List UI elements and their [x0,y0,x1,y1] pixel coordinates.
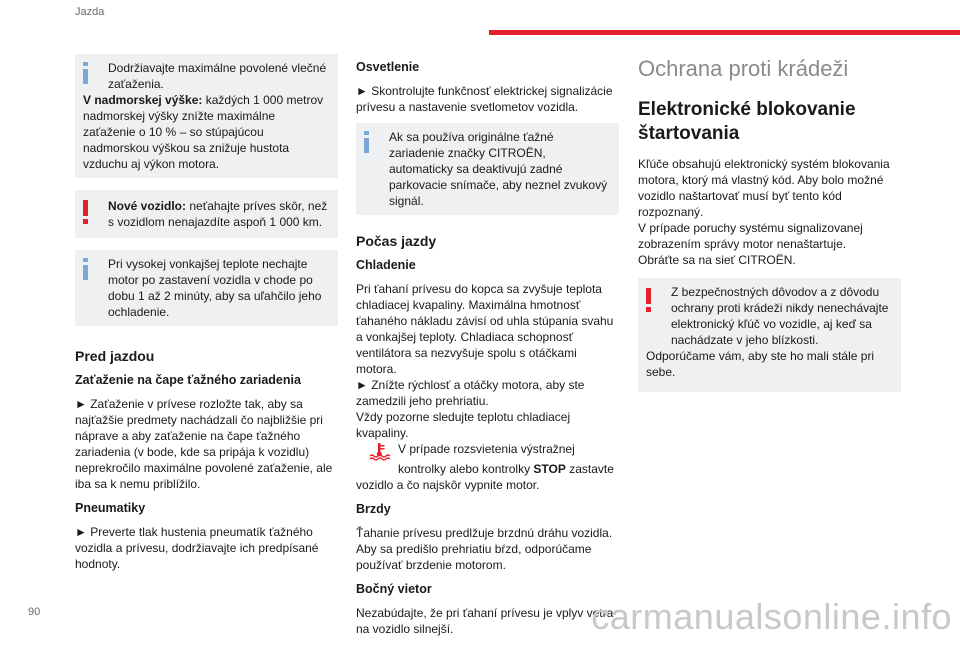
new-vehicle-body: neťahajte príves skôr, než s vozidlom nenajazdíte aspoň 1 000 km. [108,199,328,229]
subheading-cooling: Chladenie [356,258,416,272]
info-box-towing-limits [75,54,338,178]
towbar-rest: zariadenie značky CITROËN, automaticky sa deaktivujú zadné parkovacie snímače, aby neznel zvukový signál. [389,146,608,208]
warning-box-new-vehicle [75,190,338,238]
coolant-warning-text1: V prípade rozsvietenia výstražnej [398,442,575,456]
coolant-warning [356,441,619,493]
crosswind-text: Nezabúdajte, že pri ťahaní prívesu je vplyv vetra na vozidlo silnejší. [356,606,614,636]
subheading-tyres: Pneumatiky [75,501,146,515]
section-heading-before-driving: Pred jazdou [75,348,155,364]
info-box-altitude [83,92,330,172]
column-right [638,56,901,404]
stop-label: STOP [533,462,566,476]
altitude-label: V nadmorskej výške: [83,93,203,107]
tyres-text: ► Preverte tlak hustenia pneumatík ťažného vozidla a prívesu, dodržiavajte ich predpísané hodnoty. [75,525,319,571]
cooling-text-3: Vždy pozorne sledujte teplotu chladiacej kvapaliny. [356,410,571,440]
immobiliser-text-2: V prípade poruchy systému signalizovanej zobrazením správy motor nenaštartuje. [638,221,863,251]
cooling-text-2: ► Znížte rýchlosť a otáčky motora, aby ste zamedzili jeho prehriatiu. [356,378,585,408]
temperature-line: Pri vysokej vonkajšej teplote nechajte [108,257,308,271]
coolant-warning-text2b: zastavte [565,462,614,476]
column-left [75,54,338,580]
info-box-towbar [356,123,619,215]
page-title-anti-theft: Ochrana proti krádeži [638,56,849,81]
info-box-line: Dodržiavajte maximálne povolené vlečné [108,61,327,75]
info-box-line: zaťaženia. [108,77,164,91]
warning-box-electronic-key [638,278,901,392]
brakes-text: Ťahanie prívesu predlžuje brzdnú dráhu vozidla. Aby sa predišlo prehriatiu bŕzd, odporúčame používať brzdenie motorom. [356,526,613,572]
subheading-lighting: Osvetlenie [356,60,420,74]
header-section-title: Jazda [75,6,105,18]
column-middle [356,59,619,645]
tow-ball-load-text: ► Zaťaženie v prívese rozložte tak, aby sa najťažšie predmety nachádzali čo najbližšie pri náprave a aby zaťaženie na čape ťažného zariadenia (v bode, kde sa pripája k vozidlu) neprekročilo maximálne povolené zaťaženie, ale iba sa k nemu priblížilo. [75,397,333,491]
lighting-text: ► Skontrolujte funkčnosť elektrickej signalizácie prívesu a nastavenie svetlometov vozidla. [356,84,613,114]
info-box-high-temperature [75,250,338,326]
coolant-warning-text2a: kontrolky alebo kontrolky [398,462,534,476]
towbar-line: Ak sa používa originálne ťažné [389,130,554,144]
coolant-warning-line3: vozidlo a čo najskôr vypnite motor. [356,478,540,492]
subheading-tow-ball-load: Zaťaženie na čape ťažného zariadenia [75,373,301,387]
temperature-rest: motor po zastavení vozidla v chode po dobu 1 až 2 minúty, aby sa uľahčilo jeho ochladenie. [108,273,322,319]
subheading-crosswind: Bočný vietor [356,582,432,596]
key-warning-rest: ochrany proti krádeži nikdy nenechávajte elektronický kľúč vo vozidle, aj keď sa nachádzate v jeho blízkosti. [671,301,889,347]
key-warning-last: Odporúčame vám, aby ste ho mali stále pri sebe. [646,349,875,379]
coolant-temperature-icon [368,441,390,461]
section-heading-during-driving: Počas jazdy [356,233,437,249]
subheading-brakes: Brzdy [356,502,391,516]
immobiliser-text: Kľúče obsahujú elektronický systém blokovania motora, ktorý má vlastný kód. Aby bolo možné vozidlo naštartovať musí byť tento kód rozpoznaný. [638,157,890,219]
section-title-immobiliser: Elektronické blokovanie štartovania [638,99,856,144]
cooling-text: Pri ťahaní prívesu do kopca sa zvyšuje teplota chladiacej kvapaliny. Maximálna hmotnosť ťahaného nákladu závisí od uhla stúpania svahu a vonkajšej teploty. Chladiaca schopnosť ventilátora sa nezvyšuje spolu s otáčkami motora. [356,282,614,376]
header-accent-bar [489,30,960,35]
immobiliser-text-3: Obráťte sa na sieť CITROËN. [638,253,796,267]
page-number: 90 [28,606,41,618]
key-warning-line: Z bezpečnostných dôvodov a z dôvodu [671,285,880,299]
coolant-warning-line2 [356,461,619,477]
new-vehicle-label: Nové vozidlo: [108,199,187,213]
new-vehicle-text [83,198,330,230]
altitude-text: každých 1 000 metrov nadmorskej výšky znížte maximálne zaťaženie o 10 % – so stúpajúcou nadmorskou výškou sa znižuje hustota vzduchu aj výkon motora. [83,93,324,171]
watermark: carmanualsonline.info [591,596,952,637]
coolant-warning-line1 [356,441,619,461]
